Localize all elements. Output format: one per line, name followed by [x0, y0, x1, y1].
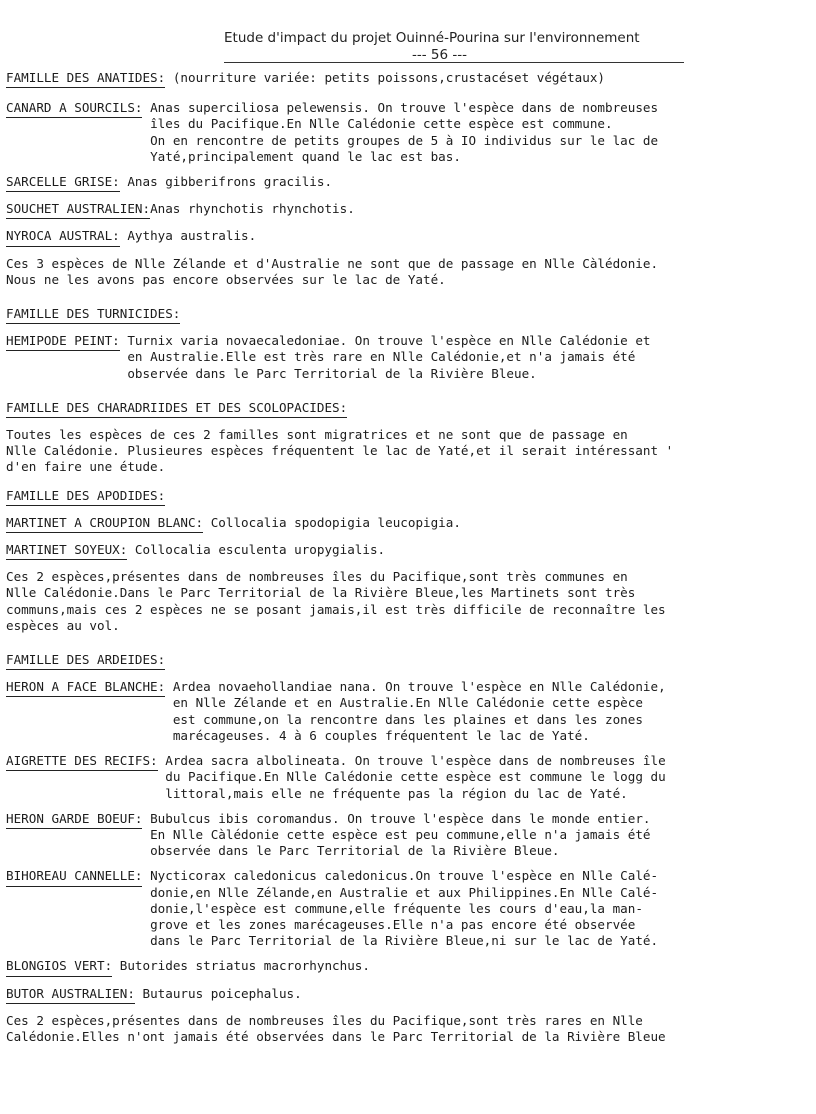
- species-line: [6, 958, 814, 976]
- description-line: donie,en Nlle Zélande,en Australie et aux Philippines.En Nlle Calé-: [142, 884, 659, 900]
- species-heading: AIGRETTE DES RECIFS:: [6, 753, 158, 771]
- species-scientific-name: Collocalia esculenta uropygialis.: [127, 542, 386, 558]
- description-line: Nycticorax caledonicus caledonicus.On trouve l'espèce en Nlle Calé-: [142, 868, 659, 884]
- spacer: [6, 418, 814, 427]
- species-entry: [6, 753, 814, 802]
- spacer: [6, 802, 814, 811]
- description-line: Turnix varia novaecaledoniae. On trouve l'espèce en Nlle Calédonie et: [119, 333, 651, 349]
- family-heading: FAMILLE DES APODIDES:: [6, 488, 165, 506]
- spacer: [6, 634, 814, 652]
- species-scientific-name: Butorides striatus macrorhynchus.: [112, 958, 370, 974]
- species-heading: MARTINET A CROUPION BLANC:: [6, 515, 203, 533]
- spacer: [6, 1004, 814, 1013]
- spacer: [6, 977, 814, 986]
- description-line: marécageuses. 4 à 6 couples fréquentent le lac de Yaté.: [165, 727, 590, 743]
- species-heading: HEMIPODE PEINT:: [6, 333, 120, 351]
- description-line: Anas superciliosa pelewensis. On trouve l'espèce dans de nombreuses: [142, 100, 659, 116]
- species-description: [142, 100, 814, 165]
- species-scientific-name: Butaurus poicephalus.: [134, 985, 302, 1001]
- species-entry: [6, 811, 814, 860]
- spacer: [6, 476, 814, 488]
- description-line: est commune,on la rencontre dans les plaines et dans les zones: [165, 711, 643, 727]
- family-line: [6, 652, 814, 670]
- family-line: [6, 400, 814, 418]
- description-line: Bubulcus ibis coromandus. On trouve l'espèce dans le monde entier.: [142, 810, 651, 826]
- paragraph-line: communs,mais ces 2 espèces ne se posant jamais,il est très difficile de reconnaître les: [6, 601, 666, 617]
- spacer: [6, 859, 814, 868]
- paragraph-line: Calédonie.Elles n'ont jamais été observées dans le Parc Territorial de la Rivière Bleue: [6, 1028, 666, 1044]
- description-line: donie,l'espèce est commune,elle fréquente les cours d'eau,la man-: [142, 900, 643, 916]
- paragraph-line: d'en faire une étude.: [6, 459, 166, 475]
- paragraph-line: Toutes les espèces de ces 2 familles sont migratrices et ne sont que de passage en: [6, 427, 628, 443]
- spacer: [6, 533, 814, 542]
- description-line: en Nlle Zélande et en Australie.En Nlle Calédonie cette espèce: [165, 695, 643, 711]
- spacer: [6, 744, 814, 753]
- species-description: [120, 333, 814, 382]
- species-scientific-name: Anas gibberifrons gracilis.: [119, 174, 333, 190]
- description-line: littoral,mais elle ne fréquente pas la région du lac de Yaté.: [157, 785, 628, 801]
- species-heading: BLONGIOS VERT:: [6, 958, 112, 976]
- species-scientific-name: Collocalia spodopigia leucopigia.: [203, 514, 461, 530]
- paragraph-line: Ces 2 espèces,présentes dans de nombreuses îles du Pacifique,sont très communes en: [6, 569, 628, 585]
- spacer: [6, 247, 814, 256]
- species-line: [6, 515, 814, 533]
- species-line: [6, 174, 814, 192]
- description-line: îles du Pacifique.En Nlle Calédonie cette espèce est commune.: [142, 116, 613, 132]
- header-title: Etude d'impact du projet Ouinné-Pourina sur l'environnement: [224, 30, 640, 46]
- species-description: [165, 679, 814, 744]
- description-line: du Pacifique.En Nlle Calédonie cette espèce est commune le logg du: [157, 769, 666, 785]
- family-note: (nourriture variée: petits poissons,crustacéset végétaux): [165, 70, 605, 85]
- family-heading: FAMILLE DES ANATIDES:: [6, 70, 165, 88]
- description-line: en Australie.Elle est très rare en Nlle Calédonie,et n'a jamais été: [119, 349, 636, 365]
- species-scientific-name: Aythya australis.: [119, 228, 257, 244]
- description-line: observée dans le Parc Territorial de la Rivière Bleue.: [142, 843, 560, 859]
- species-heading: NYROCA AUSTRAL:: [6, 228, 120, 246]
- species-entry: [6, 100, 814, 165]
- paragraph-line: Ces 3 espèces de Nlle Zélande et d'Australie ne sont que de passage en Nlle Càlédonie.: [6, 255, 659, 271]
- family-line: [6, 70, 814, 88]
- description-line: On en rencontre de petits groupes de 5 à IO individus sur le lac de: [142, 132, 659, 148]
- species-heading: BUTOR AUSTRALIEN:: [6, 986, 135, 1004]
- species-scientific-name: Anas rhynchotis rhynchotis.: [150, 201, 355, 217]
- species-entry: [6, 868, 814, 949]
- species-entry: [6, 679, 814, 744]
- species-description: [142, 811, 814, 860]
- paragraph-line: espèces au vol.: [6, 617, 120, 633]
- spacer: [6, 88, 814, 100]
- description-line: Yaté,principalement quand le lac est bas.: [142, 148, 461, 164]
- description-line: observée dans le Parc Territorial de la Rivière Bleue.: [119, 365, 537, 381]
- species-heading: HERON GARDE BOEUF:: [6, 811, 142, 829]
- paragraph: [6, 569, 814, 634]
- page-header: [224, 30, 684, 63]
- description-line: Ardea sacra albolineata. On trouve l'espèce dans de nombreuses île: [157, 753, 666, 769]
- spacer: [6, 382, 814, 400]
- paragraph-line: Nlle Calédonie.Dans le Parc Territorial de la Rivière Bleue,les Martinets sont très: [6, 585, 636, 601]
- paragraph: [6, 256, 814, 288]
- species-heading: MARTINET SOYEUX:: [6, 542, 127, 560]
- header-rule: [224, 62, 684, 63]
- spacer: [6, 288, 814, 306]
- species-entry: [6, 333, 814, 382]
- description-line: grove et les zones marécageuses.Elle n'a pas encore été observée: [142, 916, 636, 932]
- paragraph-line: Nous ne les avons pas encore observées sur le lac de Yaté.: [6, 271, 446, 287]
- family-line: [6, 306, 814, 324]
- document-body: [6, 70, 814, 1045]
- page-number: --- 56 ---: [412, 47, 467, 63]
- species-line: [6, 542, 814, 560]
- spacer: [6, 670, 814, 679]
- species-heading: SOUCHET AUSTRALIEN:: [6, 201, 150, 219]
- paragraph: [6, 1013, 814, 1045]
- species-heading: CANARD A SOURCILS:: [6, 100, 142, 118]
- paragraph: [6, 427, 814, 476]
- spacer: [6, 949, 814, 958]
- spacer: [6, 219, 814, 228]
- description-line: dans le Parc Territorial de la Rivière Bleue,ni sur le lac de Yaté.: [142, 933, 659, 949]
- family-heading: FAMILLE DES CHARADRIIDES ET DES SCOLOPACIDES:: [6, 400, 347, 418]
- spacer: [6, 324, 814, 333]
- species-heading: HERON A FACE BLANCHE:: [6, 679, 165, 697]
- spacer: [6, 506, 814, 515]
- species-description: [142, 868, 814, 949]
- species-heading: SARCELLE GRISE:: [6, 174, 120, 192]
- paragraph-line: Nlle Calédonie. Plusieures espèces fréquentent le lac de Yaté,et il serait intéressant ': [6, 443, 674, 459]
- species-line: [6, 986, 814, 1004]
- description-line: En Nlle Càlédonie cette espèce est peu commune,elle n'a jamais été: [142, 826, 651, 842]
- species-heading: BIHOREAU CANNELLE:: [6, 868, 142, 886]
- species-description: [158, 753, 814, 802]
- family-heading: FAMILLE DES TURNICIDES:: [6, 306, 180, 324]
- species-line: [6, 228, 814, 246]
- description-line: Ardea novaehollandiae nana. On trouve l'espèce en Nlle Calédonie,: [165, 679, 666, 695]
- family-heading: FAMILLE DES ARDEIDES:: [6, 652, 165, 670]
- paragraph-line: Ces 2 espèces,présentes dans de nombreuses îles du Pacifique,sont très rares en Nlle: [6, 1012, 643, 1028]
- species-line: [6, 201, 814, 219]
- spacer: [6, 192, 814, 201]
- spacer: [6, 560, 814, 569]
- family-line: [6, 488, 814, 506]
- spacer: [6, 165, 814, 174]
